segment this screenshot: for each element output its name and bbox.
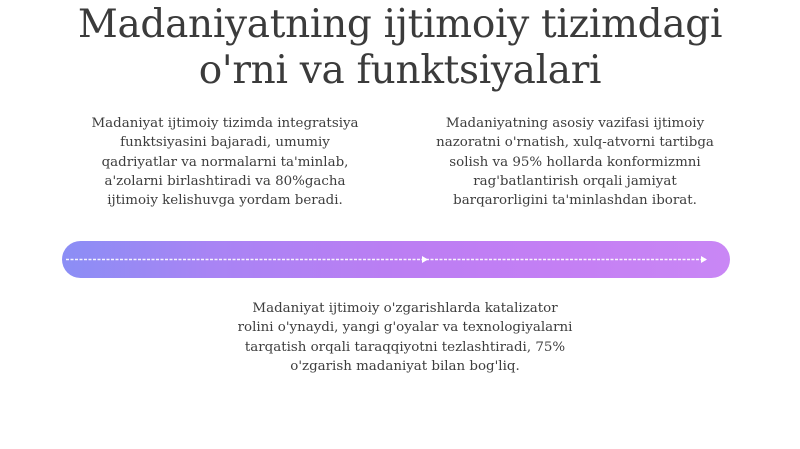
paragraph-line: ijtimoiy kelishuvga yordam beradi. (107, 193, 343, 209)
paragraph-line: solish va 95% hollarda konformizmni (449, 154, 701, 170)
paragraph-line: Madaniyat ijtimoiy tizimda integratsiya (91, 116, 359, 131)
paragraph-line: barqarorligini ta'minlashdan iborat. (453, 193, 697, 209)
paragraph-line: nazoratni o'rnatish, xulq-atvorni tartibga (436, 135, 714, 151)
paragraph-line: rolini o'ynaydi, yangi g'oyalar va texnologiyalarni (237, 320, 573, 336)
paragraph-line: rag'batlantirish orqali jamiyat (473, 173, 677, 189)
paragraph-line: funktsiyasini bajaradi, umumiy (120, 135, 330, 151)
social-control-paragraph (405, 114, 745, 210)
paragraph-line: qadriyatlar va normalarni ta'minlab, (101, 154, 349, 170)
timeline-bar (62, 241, 730, 278)
paragraph-line: Madaniyatning asosiy vazifasi ijtimoiy (445, 116, 705, 131)
social-change-paragraph (235, 299, 575, 376)
paragraph-line: Madaniyat ijtimoiy o'zgarishlarda katalizator (252, 301, 558, 316)
arrow-head-icon (422, 256, 428, 263)
arrow-head-icon (701, 256, 707, 263)
integration-function-paragraph (55, 114, 395, 210)
timeline-arrows (62, 241, 730, 278)
paragraph-line: a'zolarni birlashtiradi va 80%gacha (104, 173, 346, 189)
paragraph-line: tarqatish orqali taraqqiyotni tezlashtiradi, 75% (244, 339, 566, 355)
page-title (0, 2, 800, 94)
paragraph-line: o'zgarish madaniyat bilan bog'liq. (290, 358, 520, 374)
page-title-line-2: o'rni va funktsiyalari (198, 48, 602, 93)
page-title-line-1: Madaniyatning ijtimoiy tizimdagi (77, 2, 723, 47)
